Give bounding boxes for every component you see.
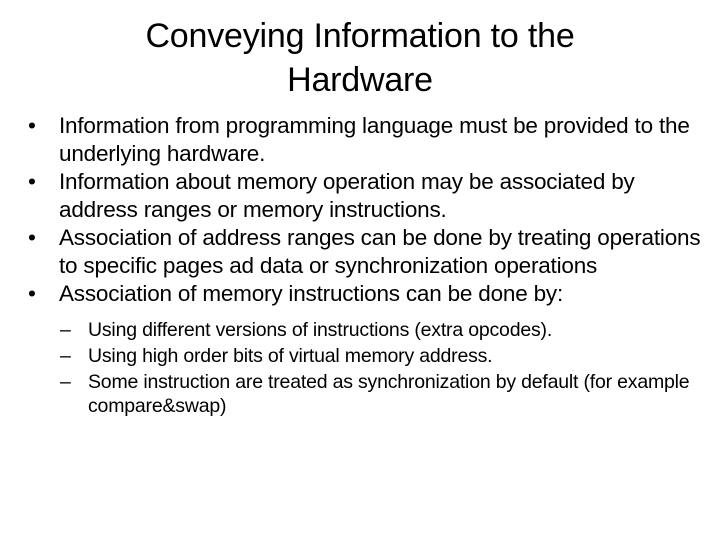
bullet-marker: • (28, 169, 36, 194)
sub-bullet-text: Using high order bits of virtual memory address. (88, 345, 493, 367)
bullet-item (28, 112, 708, 168)
sub-bullet-item (60, 318, 708, 342)
bullet-text: Information from programming language must be provided to the underlying hardware. (59, 113, 690, 166)
bullet-text: Association of memory instructions can be done by: (59, 281, 564, 306)
bullet-text: Association of address ranges can be done by treating operations to specific pages ad data or synchronization operations (59, 225, 701, 278)
slide-body (28, 112, 708, 420)
bullet-marker: • (28, 281, 36, 306)
bullet-marker: • (28, 225, 36, 250)
sub-bullet-marker: – (60, 319, 71, 341)
bullet-item (28, 168, 708, 224)
bullet-marker: • (28, 113, 36, 138)
bullet-item (28, 224, 708, 280)
sub-bullet-marker: – (60, 371, 71, 393)
sub-bullet-text: Some instruction are treated as synchronization by default (for example compare&swap) (88, 371, 690, 417)
bullet-item (28, 280, 708, 308)
sub-bullet-marker: – (60, 345, 71, 367)
sub-bullet-list (60, 318, 708, 418)
sub-bullet-text: Using different versions of instructions (extra opcodes). (88, 319, 553, 341)
slide-title: Conveying Information to the Hardware (145, 17, 575, 99)
bullet-text: Information about memory operation may be associated by address ranges or memory instructions. (59, 169, 635, 222)
sub-bullet-item (60, 344, 708, 368)
sub-bullet-item (60, 370, 708, 418)
